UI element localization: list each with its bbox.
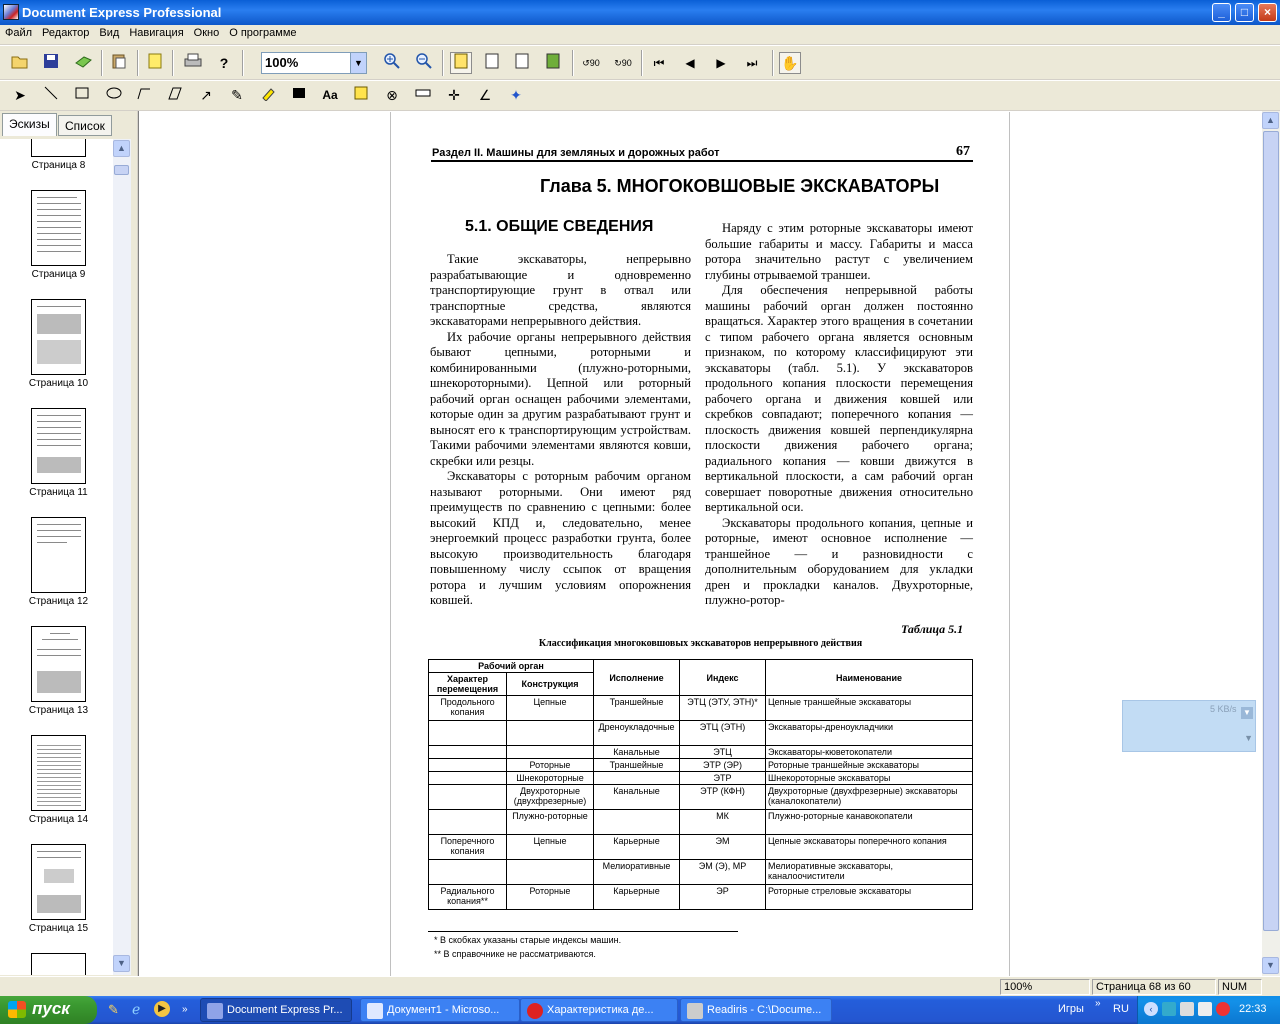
arrow-tool-icon[interactable]: ↗ <box>200 87 212 103</box>
table-row <box>429 885 973 910</box>
task-readiris[interactable] <box>680 998 832 1022</box>
thumbnail-page-16[interactable] <box>31 953 86 975</box>
start-label: пуск <box>32 999 70 1018</box>
transfer-speed: 5 KB/s <box>1210 704 1237 714</box>
table-header: Исполнение <box>594 660 680 696</box>
table-cell: ЭМ <box>680 835 766 860</box>
table-cell: Двухроторные (двухфрезерные) <box>507 785 594 810</box>
system-tray <box>1137 996 1280 1024</box>
table-cell: Цепные <box>507 835 594 860</box>
download-icon[interactable]: ▼ <box>1241 707 1253 719</box>
thumbnail-page-15[interactable] <box>31 844 86 920</box>
text-tool-icon[interactable]: Aa <box>322 88 338 102</box>
table-cell <box>429 746 507 759</box>
main-toolbar <box>0 45 1280 79</box>
footnote: * В скобках указаны старые индексы машин. <box>434 935 622 945</box>
angle-tool-icon[interactable]: ∠ <box>478 87 492 103</box>
thumbnail-label: Страница 8 <box>31 160 86 171</box>
status-page: Страница 68 из 60 <box>1092 979 1216 995</box>
table-cell: Траншейные <box>594 696 680 721</box>
table-row <box>429 696 973 721</box>
ellipse-tool-icon[interactable] <box>103 84 125 106</box>
maximize-button[interactable]: □ <box>1235 3 1254 22</box>
table-cell <box>429 721 507 746</box>
scroll-up-icon[interactable]: ▲ <box>113 140 130 157</box>
status-num: NUM <box>1218 979 1262 995</box>
chevron-right-icon[interactable]: » <box>1095 998 1101 1009</box>
thumbnail-page-11[interactable] <box>31 408 86 484</box>
readiris-icon <box>687 1003 703 1019</box>
minimize-button[interactable]: _ <box>1212 3 1231 22</box>
polyline-tool-icon[interactable] <box>133 84 155 106</box>
ie-icon[interactable]: ℯ <box>132 1001 141 1017</box>
table-cell: МК <box>680 810 766 835</box>
tab-thumbnails[interactable]: Эскизы <box>2 113 57 136</box>
annotation-toolbar <box>0 80 1280 110</box>
table-cell: Экскаваторы-кюветокопатели <box>766 746 973 759</box>
table-label: Таблица 5.1 <box>901 622 964 636</box>
table-row <box>429 810 973 835</box>
zoom-select[interactable] <box>261 52 367 74</box>
close-button[interactable]: × <box>1258 3 1277 22</box>
menu-navigation[interactable]: Навигация <box>129 27 184 39</box>
footnote: ** В справочнике не рассматриваются. <box>434 949 596 959</box>
filled-rectangle-icon[interactable] <box>288 84 310 106</box>
table-header: Наименование <box>766 660 973 696</box>
table-cell <box>507 746 594 759</box>
security-icon[interactable] <box>1198 1002 1212 1016</box>
document-viewer[interactable] <box>138 111 1262 976</box>
status-zoom: 100% <box>1000 979 1090 995</box>
table-cell: Мелиоративные <box>594 860 680 885</box>
table-cell: Траншейные <box>594 759 680 772</box>
thumbnail-label: Страница 9 <box>31 269 86 280</box>
title-bar <box>0 0 1280 25</box>
table-row <box>429 772 973 785</box>
menu-about[interactable]: О программе <box>229 27 297 39</box>
menu-window[interactable]: Окно <box>193 27 220 39</box>
quicklaunch-icon[interactable]: ✎ <box>108 1002 119 1017</box>
freehand-tool-icon[interactable]: ✎ <box>231 87 243 103</box>
thumbnail-label: Страница 13 <box>28 705 89 716</box>
table-cell: ЭР <box>680 885 766 910</box>
page-properties-icon[interactable] <box>542 52 564 74</box>
thumbnail-label: Страница 12 <box>28 596 89 607</box>
open-icon[interactable] <box>9 52 31 74</box>
table-cell: ЭТЦ (ЭТУ, ЭТН)* <box>680 696 766 721</box>
table-cell: Дреноукладочные <box>594 721 680 746</box>
table-cell: Цепные экскаваторы поперечного копания <box>766 835 973 860</box>
task-label: Документ1 - Microso... <box>387 1004 500 1016</box>
thumbnail-page-13[interactable] <box>31 626 86 702</box>
table-header: Характер перемещения <box>429 673 507 696</box>
usb-icon[interactable] <box>1180 1002 1194 1016</box>
thumbnail-page-9[interactable] <box>31 190 86 266</box>
thumbnail-label: Страница 14 <box>28 814 89 825</box>
line-tool-icon[interactable] <box>40 84 62 106</box>
table-cell <box>429 810 507 835</box>
table-row <box>429 759 973 772</box>
table-cell: Плужно-роторные канавокопатели <box>766 810 973 835</box>
paragraph: Экскаваторы продольного копания, цепные и роторные, имеют основное исполнение — траншейное — и разновидности с дополнительным оборудованием для укладки дрен и прокладки каналов. Двухроторные, плужно-ротор- <box>705 515 973 607</box>
table-cell: Роторные траншейные экскаваторы <box>766 759 973 772</box>
table-header: Конструкция <box>507 673 594 696</box>
games-toolbar[interactable]: Игры <box>1058 1003 1084 1015</box>
table-cell: Цепные <box>507 696 594 721</box>
document-scrollbar[interactable] <box>1262 111 1280 976</box>
app-icon <box>3 4 19 20</box>
paragraph: Такие экскаваторы, непрерывно разрабатывающие и одновременно транспортирующие грунт в отвал или транспортные средства, являются экскаваторами непрерывного действия. <box>430 252 691 328</box>
table-cell: Канальные <box>594 785 680 810</box>
right-column <box>705 221 973 609</box>
thumbnail-list <box>0 139 113 975</box>
next-page-icon[interactable]: ▶ <box>716 56 726 70</box>
footnote-rule <box>428 931 738 932</box>
table-cell: Поперечного копания <box>429 835 507 860</box>
left-column <box>430 252 691 609</box>
clock[interactable]: 22:33 <box>1239 1003 1267 1015</box>
chevron-left-icon[interactable]: ‹ <box>1144 1002 1158 1016</box>
table-row <box>429 785 973 810</box>
table-cell <box>429 772 507 785</box>
status-bar <box>0 976 1280 996</box>
zoom-out-icon[interactable] <box>413 52 435 74</box>
classification-table <box>428 659 973 910</box>
taskbar <box>0 996 1280 1024</box>
polygon-tool-icon[interactable] <box>164 84 186 106</box>
chapter-title: Глава 5. МНОГОКОВШОВЫЕ ЭКСКАВАТОРЫ <box>540 176 940 196</box>
running-head: Раздел II. Машины для земляных и дорожных работ <box>432 147 720 159</box>
start-button[interactable] <box>0 996 97 1024</box>
scroll-up-icon[interactable]: ▲ <box>1262 112 1279 129</box>
menu-view[interactable]: Вид <box>99 27 120 39</box>
task-label: Характеристика де... <box>547 1004 654 1016</box>
app-icon <box>207 1003 223 1019</box>
network-icon[interactable] <box>1162 1002 1176 1016</box>
export-icon[interactable] <box>144 52 166 74</box>
chevron-down-icon[interactable]: ▼ <box>1244 733 1253 743</box>
section-title: 5.1. ОБЩИЕ СВЕДЕНИЯ <box>465 218 654 235</box>
menu-bar <box>0 25 1280 44</box>
table-row <box>429 860 973 885</box>
thumbnail-label: Страница 15 <box>28 923 89 934</box>
table-row <box>429 721 973 746</box>
paragraph: Экскаваторы с роторным рабочим органом называют роторными. Они имеют ряд преимуществ по сравнению с цепными: более высокий КПД и, следовательно, менее энергоемкий процесс разработки грунта, более высокую производительность благодаря повышенному числу ссыпок от вращения ротора и лучшим условиям опорожнения ковшей. <box>430 469 691 607</box>
table-cell <box>594 810 680 835</box>
document-page <box>390 112 1010 976</box>
scan-icon[interactable] <box>72 52 94 74</box>
table-cell: Плужно-роторные <box>507 810 594 835</box>
crosshair-icon[interactable]: ✛ <box>448 87 460 103</box>
table-header-group: Рабочий орган <box>429 660 594 673</box>
table-cell <box>429 785 507 810</box>
table-cell: Экскаваторы-дреноукладчики <box>766 721 973 746</box>
tab-list[interactable]: Список <box>58 115 112 136</box>
table-cell: Шнекороторные <box>507 772 594 785</box>
window-title: Document Express Professional <box>22 5 222 20</box>
task-word[interactable] <box>360 998 520 1022</box>
last-page-icon[interactable]: ⏭ <box>746 56 758 70</box>
thumbnail-page-14[interactable] <box>31 735 86 811</box>
stamp-icon[interactable]: ⊗ <box>386 87 398 103</box>
thumbnail-page-10[interactable] <box>31 299 86 375</box>
chevron-right-icon[interactable]: » <box>182 1004 188 1015</box>
table-cell: Шнекороторные экскаваторы <box>766 772 973 785</box>
zoom-value: 100% <box>265 55 299 70</box>
language-indicator[interactable]: RU <box>1113 1003 1129 1015</box>
paragraph: Их рабочие органы непрерывного действия бывают цепными, роторными и комбинированными (плужно-роторными, шнекороторными). Цепной или роторный рабочий орган оснащен рабочими элементами, которые один за другим разрабатывают грунт и выносят его к транспортирующим устройствам. Такими рабочими элементами являются ковши, скребки или резцы. <box>430 329 691 468</box>
rotate-right-icon[interactable]: ↻90 <box>614 58 632 68</box>
table-cell: Роторные стреловые экскаваторы <box>766 885 973 910</box>
ruler-icon[interactable] <box>412 84 434 106</box>
scroll-down-icon[interactable]: ▼ <box>113 955 130 972</box>
paste-icon[interactable] <box>108 52 130 74</box>
table-cell: ЭТЦ <box>680 746 766 759</box>
zoom-in-icon[interactable] <box>381 52 403 74</box>
task-label: Document Express Pr... <box>227 1004 343 1016</box>
paragraph: Для обеспечения непрерывной работы машины рабочий орган должен постоянно вращаться. Характер этого вращения в сочетании с типом рабочего органа является основным признаком, по которому классифицируют эти экскаваторы (табл. 5.1). У экскаваторов продольного копания плоскости перемещения рабочего органа и движения ковшей или скребков совпадают; поперечного копания — плоскость движения ковшей перпендикулярна плоскости движения рабочего органа; радиального копания — ковши движутся в вертикальной плоскости, а сам рабочий орган совершает поворотные движения относительно вертикальной оси. <box>705 283 973 514</box>
table-header: Индекс <box>680 660 766 696</box>
table-cell: Мелиоративные экскаваторы, каналоочистители <box>766 860 973 885</box>
task-opera[interactable] <box>520 998 678 1022</box>
task-label: Readiris - C:\Docume... <box>707 1004 822 1016</box>
thumbnail-page-8[interactable] <box>31 139 86 157</box>
scroll-thumb[interactable] <box>1263 131 1279 931</box>
task-document-express[interactable] <box>200 998 352 1022</box>
word-icon <box>367 1003 383 1019</box>
scroll-down-icon[interactable]: ▼ <box>1262 957 1279 974</box>
table-cell <box>507 721 594 746</box>
table-cell <box>429 860 507 885</box>
highlighter-icon[interactable] <box>257 84 279 106</box>
table-cell: Карьерные <box>594 885 680 910</box>
thumbnail-label: Страница 10 <box>28 378 89 389</box>
table-title: Классификация многоковшовых экскаваторов непрерывного действия <box>538 638 863 649</box>
rotate-left-icon[interactable]: ↺90 <box>582 58 600 68</box>
rectangle-tool-icon[interactable] <box>71 84 93 106</box>
table-cell: ЭТР <box>680 772 766 785</box>
table-cell: ЭТЦ (ЭТН) <box>680 721 766 746</box>
opera-icon <box>527 1003 543 1019</box>
note-icon[interactable] <box>350 84 372 106</box>
menu-file[interactable]: Файл <box>5 27 33 39</box>
first-page-icon[interactable]: ⏮ <box>653 56 665 70</box>
transfer-popup[interactable] <box>1122 700 1256 752</box>
table-cell: Роторные <box>507 759 594 772</box>
table-cell: Продольного копания <box>429 696 507 721</box>
previous-page-icon[interactable]: ◀ <box>685 56 695 70</box>
fit-page-icon[interactable] <box>481 52 503 74</box>
scroll-thumb[interactable] <box>114 165 129 175</box>
table-cell: ЭТР (КФН) <box>680 785 766 810</box>
table-cell: Роторные <box>507 885 594 910</box>
table-cell <box>507 860 594 885</box>
table-cell <box>429 759 507 772</box>
hand-tool-icon[interactable]: ✋ <box>779 52 801 74</box>
table-cell: ЭТР (ЭР) <box>680 759 766 772</box>
menu-edit[interactable]: Редактор <box>42 27 90 39</box>
thumbnail-page-12[interactable] <box>31 517 86 593</box>
table-cell: Двухроторные (двухфрезерные) экскаваторы (каналокопатели) <box>766 785 973 810</box>
print-icon[interactable] <box>182 52 204 74</box>
table-cell: Канальные <box>594 746 680 759</box>
antivirus-icon[interactable] <box>1216 1002 1230 1016</box>
thumbnail-panel <box>0 111 137 976</box>
single-page-icon[interactable] <box>450 52 472 74</box>
table-cell: Карьерные <box>594 835 680 860</box>
paragraph: Наряду с этим роторные экскаваторы имеют большие габариты и массу. Габариты и масса ротора значительно растут с увеличением глубины отрываемой траншеи. <box>705 221 973 282</box>
table-cell <box>594 772 680 785</box>
help-icon[interactable]: ? <box>219 55 229 71</box>
header-rule <box>431 160 973 162</box>
thumbnail-scrollbar[interactable] <box>113 139 131 975</box>
table-cell: ЭМ (Э), МР <box>680 860 766 885</box>
table-cell: Цепные траншейные экскаваторы <box>766 696 973 721</box>
windows-logo-icon <box>8 1001 26 1018</box>
chevron-down-icon[interactable]: ▼ <box>350 53 366 73</box>
fit-width-icon[interactable] <box>511 52 533 74</box>
table-row <box>429 746 973 759</box>
page-number: 67 <box>956 144 970 159</box>
thumbnail-label: Страница 11 <box>29 487 88 498</box>
select-arrow-icon[interactable]: ➤ <box>14 87 26 103</box>
scan-wand-icon[interactable]: ✦ <box>510 87 522 103</box>
media-player-icon[interactable]: ▶ <box>154 1001 170 1017</box>
table-cell: Радиального копания** <box>429 885 507 910</box>
save-icon[interactable] <box>40 52 62 74</box>
table-row <box>429 835 973 860</box>
